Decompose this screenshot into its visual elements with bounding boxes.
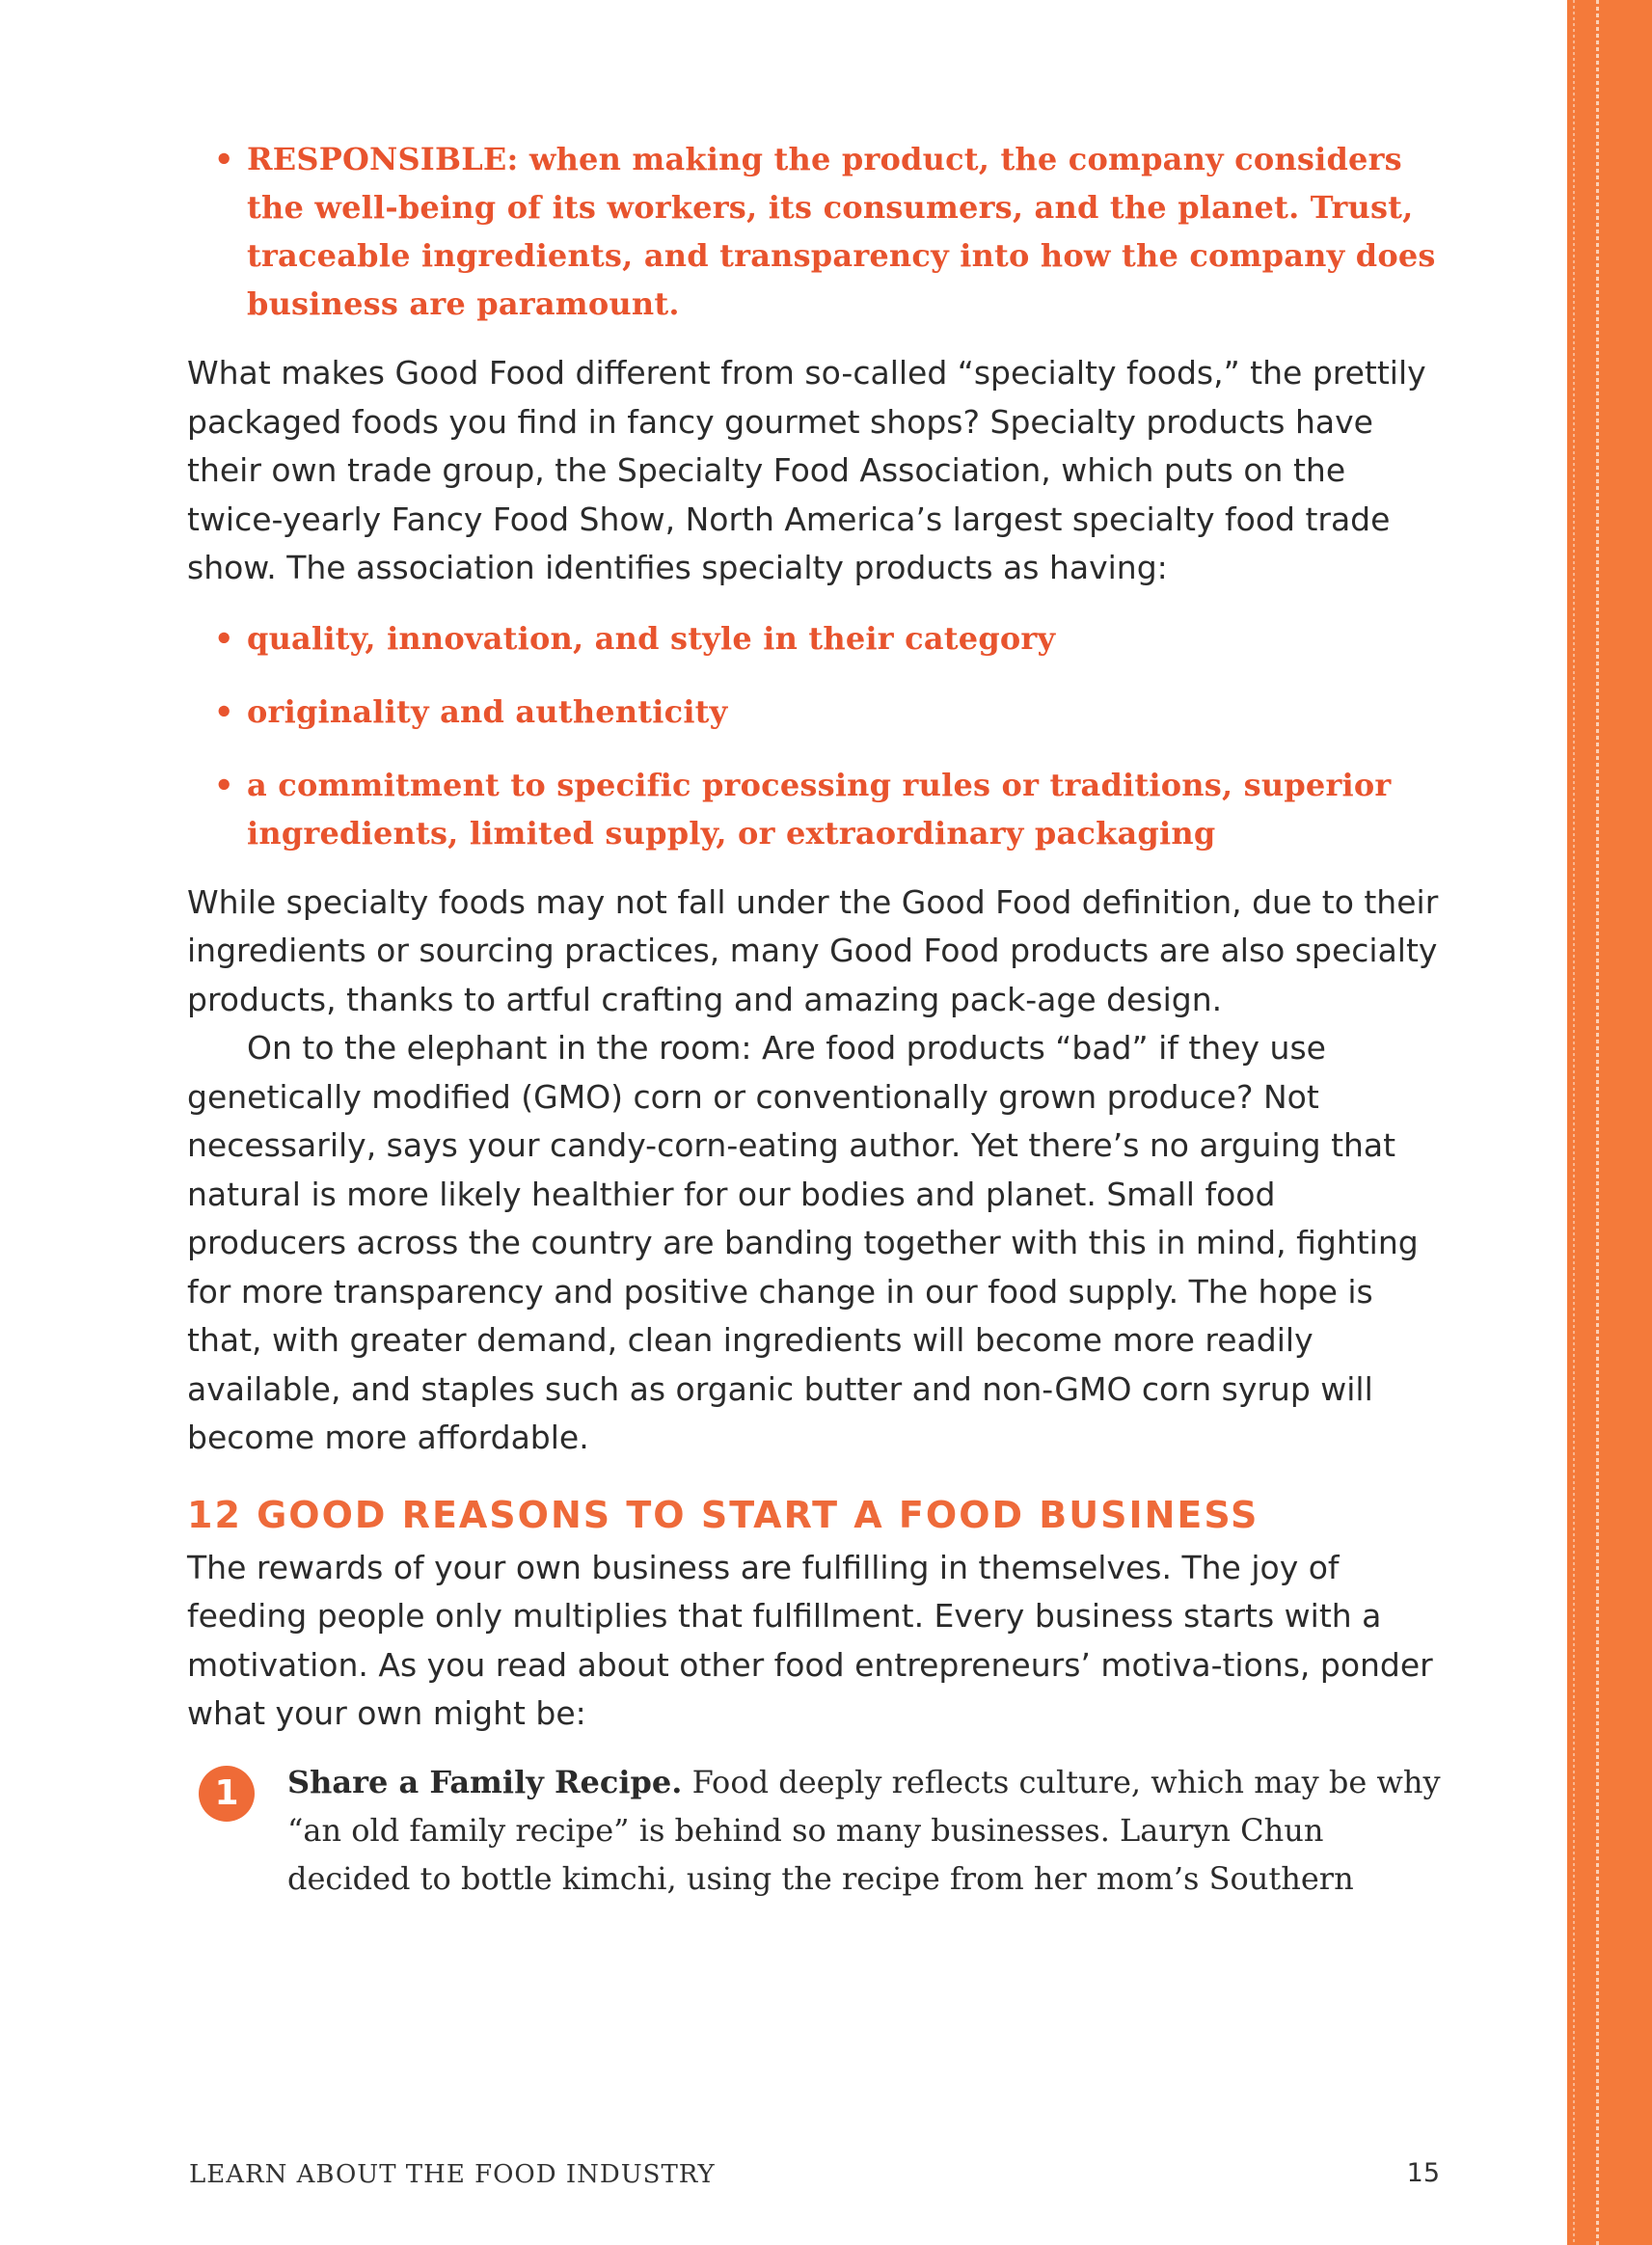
bullet-icon: • (214, 141, 234, 177)
list-item-text: a commitment to specific processing rules or traditions, superior ingredients, limited supply, or extraordinary packaging (247, 766, 1392, 852)
bullet-icon: • (214, 766, 234, 803)
running-footer-title: LEARN ABOUT THE FOOD INDUSTRY (189, 2160, 716, 2189)
list-item (187, 761, 1441, 857)
reason-text: Food deeply reflects culture, which may be why “an old family recipe” is behind so many businesses. Lauryn Chun decided to bottle kimchi, using the recipe from her mom’s Southern (287, 1763, 1441, 1897)
bullet-icon: • (214, 619, 234, 657)
bullet-icon: • (214, 692, 234, 730)
list-item-text: RESPONSIBLE: when making the product, the company considers the well-being of its workers, its consumers, and the planet. Trust, traceable ingredients, and transparency into how the company does business are paramount. (247, 141, 1436, 322)
list-item (187, 614, 1441, 663)
specialty-criteria-list (187, 614, 1441, 857)
list-item (187, 688, 1441, 736)
paragraph-elephant: On to the elephant in the room: Are food products “bad” if they use genetically modified (GMO) corn or conventionally grown produce? Not necessarily, says your candy-corn-eating author. Yet there’s no arguing that natural is more likely healthier for our bodies and planet. Small food producers across the country are banding together with this in mind, fighting for more transparency and positive change in our food supply. The hope is that, with greater demand, clean ingredients will become more readily available, and staples such as organic butter and non-GMO corn syrup will become more affordable. (187, 1029, 1419, 1456)
reason-title: Share a Family Recipe. (287, 1763, 683, 1800)
section-intro: The rewards of your own business are fulfilling in themselves. The joy of feeding people only multiplies that fulfillment. Every business starts with a motivation. As you read about other food entrepreneurs’ motiva-tions, ponder what your own might be: (187, 1548, 1433, 1732)
reason-number-badge: 1 (199, 1766, 255, 1822)
reason-item (187, 1758, 1441, 1903)
list-item-text: originality and authenticity (247, 692, 728, 730)
good-food-criteria-list (187, 135, 1441, 328)
section-heading: 12 GOOD REASONS TO START A FOOD BUSINESS (187, 1493, 1259, 1536)
list-item-text: quality, innovation, and style in their category (247, 619, 1056, 657)
page-number: 15 (1406, 2158, 1440, 2188)
list-item (187, 135, 1441, 328)
paragraph-specialty: What makes Good Food different from so-called “specialty foods,” the prettily packaged foods you find in fancy gourmet shops? Specialty products have their own trade group, the Specialty Food Association, which puts on the twice-yearly Fancy Food Show, North America’s largest specialty food trade show. The association identifies specialty products as having: (187, 354, 1426, 586)
page-edge-stripe (1567, 0, 1652, 2245)
page-content (187, 135, 1441, 1903)
paragraph-while: While specialty foods may not fall under the Good Food definition, due to their ingredients or sourcing practices, many Good Food products are also specialty products, thanks to artful crafting and amazing pack-age design. (187, 882, 1439, 1018)
